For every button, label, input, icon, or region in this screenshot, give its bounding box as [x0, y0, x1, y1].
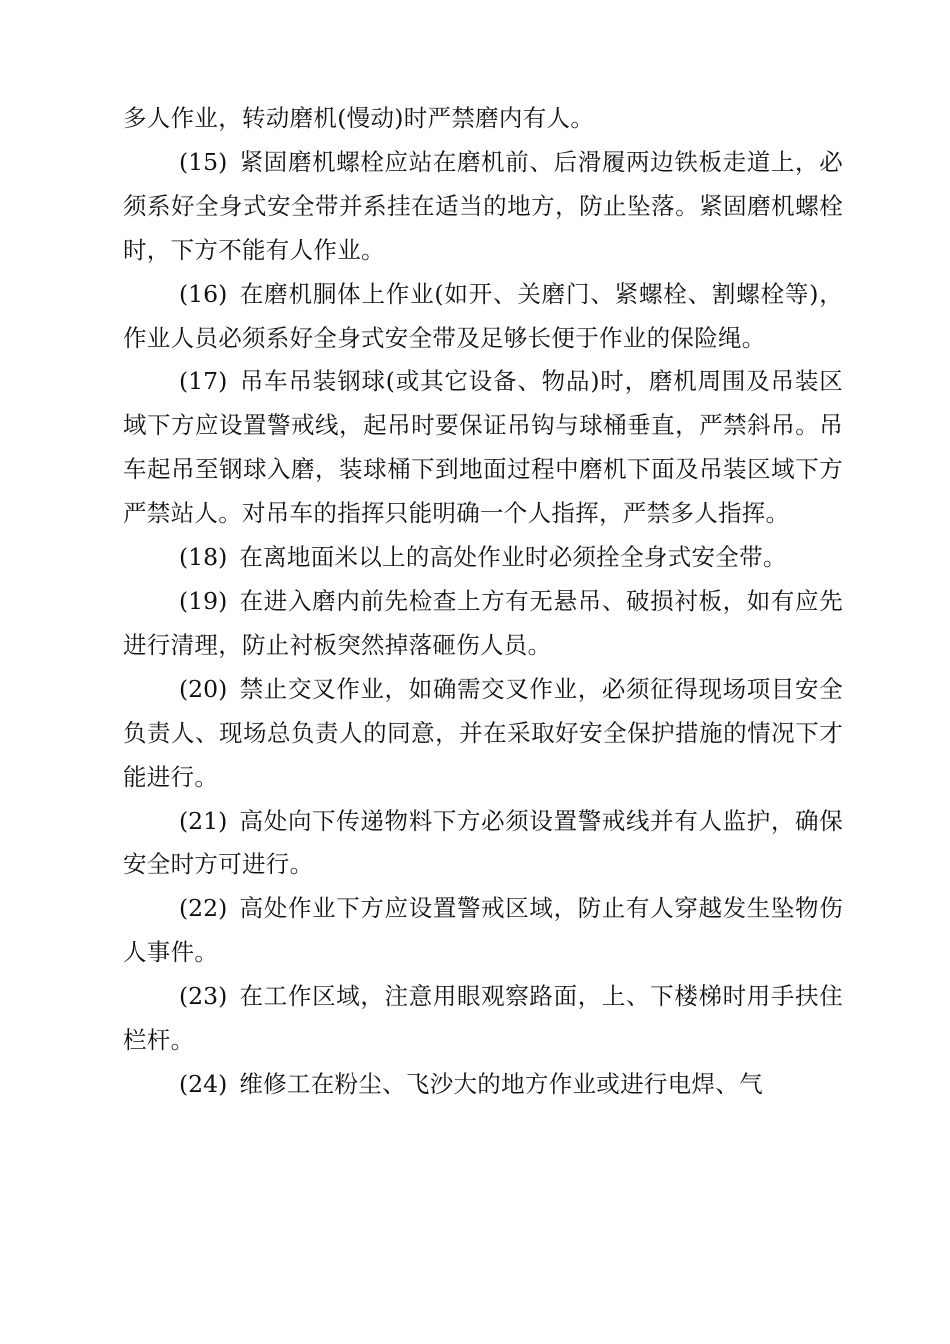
paragraph-number: (18) [179, 543, 228, 572]
paragraph-23 [123, 975, 843, 1063]
paragraph-17 [123, 360, 843, 536]
paragraph-number: (24) [179, 1069, 228, 1098]
paragraph-number: (19) [179, 586, 228, 615]
paragraph-text: 在工作区域，注意用眼观察路面，上、下楼梯时用手扶住栏杆。 [123, 982, 843, 1055]
paragraph-number: (15) [179, 147, 228, 176]
paragraph-number: (21) [179, 806, 228, 835]
paragraph-18 [123, 536, 843, 580]
paragraph-22 [123, 887, 843, 975]
paragraph-text: 紧固磨机螺栓应站在磨机前、后滑履两边铁板走道上，必须系好全身式安全带并系挂在适当的地方，防止坠落。紧固磨机螺栓时，下方不能有人作业。 [123, 147, 843, 264]
paragraph-number: (17) [179, 367, 228, 396]
paragraph-text: 在离地面米以上的高处作业时必须拴全身式安全带。 [239, 543, 787, 572]
paragraph-text: 吊车吊装钢球(或其它设备、物品)时，磨机周围及吊装区域下方应设置警戒线，起吊时要保证吊钩与球桶垂直，严禁斜吊。吊车起吊至钢球入磨，装球桶下到地面过程中磨机下面及吊装区域下方严禁站人。对吊车的指挥只能明确一个人指挥，严禁多人指挥。 [123, 367, 843, 528]
paragraph-15 [123, 141, 843, 273]
paragraph-number: (22) [179, 894, 228, 923]
paragraph-20 [123, 668, 843, 800]
paragraph-text: 在进入磨内前先检查上方有无悬吊、破损衬板，如有应先进行清理，防止衬板突然掉落砸伤人员。 [123, 586, 843, 659]
paragraph-text: 多人作业，转动磨机(慢动)时严禁磨内有人。 [123, 104, 595, 132]
paragraph-text: 维修工在粉尘、飞沙大的地方作业或进行电焊、气 [239, 1069, 763, 1098]
paragraph-number: (16) [179, 279, 228, 308]
paragraph-text: 禁止交叉作业，如确需交叉作业，必须征得现场项目安全负责人、现场总负责人的同意，并在采取好安全保护措施的情况下才能进行。 [123, 674, 843, 791]
paragraph-21 [123, 800, 843, 888]
paragraph-number: (23) [179, 982, 228, 1011]
paragraph-text: 在磨机胴体上作业(如开、关磨门、紧螺栓、割螺栓等)，作业人员必须系好全身式安全带及足够长便于作业的保险绳。 [123, 279, 843, 352]
paragraph-19 [123, 580, 843, 668]
paragraph-continuation [123, 97, 843, 141]
paragraph-16 [123, 273, 843, 361]
paragraph-text: 高处向下传递物料下方必须设置警戒线并有人监护，确保安全时方可进行。 [123, 806, 843, 879]
paragraph-24 [123, 1063, 843, 1107]
document-body [123, 97, 843, 1107]
paragraph-text: 高处作业下方应设置警戒区域，防止有人穿越发生坠物伤人事件。 [123, 894, 843, 967]
paragraph-number: (20) [179, 674, 228, 703]
